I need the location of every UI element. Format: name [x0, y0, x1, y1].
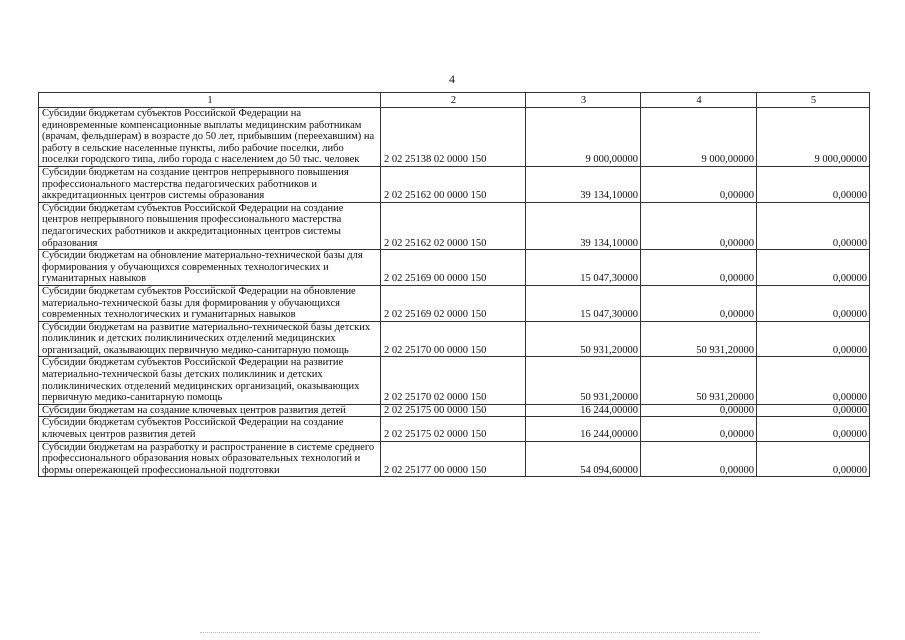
table-row	[39, 166, 870, 202]
amount-col4: 0,00000	[641, 441, 757, 477]
table-row	[39, 441, 870, 477]
budget-code: 2 02 25175 00 0000 150	[381, 404, 526, 417]
amount-col3: 39 134,10000	[526, 202, 641, 249]
amount-col3: 50 931,20000	[526, 357, 641, 404]
amount-col3: 9 000,00000	[526, 108, 641, 167]
row-description: Субсидии бюджетам на развитие материально-технической базы детских поликлиник и детских поликлинических отделений медицинских организаций, оказывающих первичную медико-санитарную помощь	[39, 321, 381, 357]
amount-col4: 50 931,20000	[641, 321, 757, 357]
table-row	[39, 321, 870, 357]
budget-code: 2 02 25169 02 0000 150	[381, 285, 526, 321]
row-description: Субсидии бюджетам на обновление материально-технической базы для формирования у обучающихся современных технологических и гуманитарных навыков	[39, 250, 381, 286]
amount-col4: 9 000,00000	[641, 108, 757, 167]
amount-col5: 0,00000	[757, 417, 870, 441]
page-number: 4	[449, 72, 455, 86]
budget-code: 2 02 25177 00 0000 150	[381, 441, 526, 477]
amount-col3: 15 047,30000	[526, 250, 641, 286]
amount-col3: 39 134,10000	[526, 166, 641, 202]
budget-code: 2 02 25169 00 0000 150	[381, 250, 526, 286]
column-header-5: 5	[757, 93, 870, 108]
amount-col5: 0,00000	[757, 250, 870, 286]
amount-col4: 0,00000	[641, 285, 757, 321]
table-row	[39, 250, 870, 286]
budget-code: 2 02 25138 02 0000 150	[381, 108, 526, 167]
amount-col4: 0,00000	[641, 166, 757, 202]
amount-col5: 0,00000	[757, 202, 870, 249]
amount-col5: 0,00000	[757, 166, 870, 202]
table-row	[39, 357, 870, 404]
table-row	[39, 108, 870, 167]
table-row	[39, 285, 870, 321]
column-header-3: 3	[526, 93, 641, 108]
amount-col5: 0,00000	[757, 441, 870, 477]
amount-col4: 0,00000	[641, 404, 757, 417]
amount-col4: 0,00000	[641, 202, 757, 249]
amount-col3: 16 244,00000	[526, 404, 641, 417]
budget-table	[38, 92, 870, 477]
amount-col3: 54 094,60000	[526, 441, 641, 477]
amount-col4: 0,00000	[641, 417, 757, 441]
amount-col5: 0,00000	[757, 321, 870, 357]
row-description: Субсидии бюджетам на создание центров непрерывного повышения профессионального мастерства педагогических работников и аккредитационных центров системы образования	[39, 166, 381, 202]
table-row	[39, 202, 870, 249]
column-header-4: 4	[641, 93, 757, 108]
amount-col3: 50 931,20000	[526, 321, 641, 357]
budget-code: 2 02 25170 02 0000 150	[381, 357, 526, 404]
table-row	[39, 417, 870, 441]
amount-col4: 50 931,20000	[641, 357, 757, 404]
budget-code: 2 02 25175 02 0000 150	[381, 417, 526, 441]
amount-col5: 0,00000	[757, 285, 870, 321]
header-row	[39, 93, 870, 108]
amount-col3: 15 047,30000	[526, 285, 641, 321]
column-header-2: 2	[381, 93, 526, 108]
row-description: Субсидии бюджетам субъектов Российской Федерации на единовременные компенсационные выплаты медицинским работникам (врачам, фельдшерам) в возрасте до 50 лет, прибывшим (переехавшим) на работу в сельские населенные пункты, либо рабочие поселки, либо поселки городского типа, либо города с населением до 50 тыс. человек	[39, 108, 381, 167]
amount-col5: 9 000,00000	[757, 108, 870, 167]
column-header-1: 1	[39, 93, 381, 108]
scan-artifact	[200, 632, 760, 635]
amount-col4: 0,00000	[641, 250, 757, 286]
row-description: Субсидии бюджетам субъектов Российской Федерации на обновление материально-технической базы для формирования у обучающихся современных технологических и гуманитарных навыков	[39, 285, 381, 321]
budget-code: 2 02 25162 00 0000 150	[381, 166, 526, 202]
table-row	[39, 404, 870, 417]
budget-code: 2 02 25170 00 0000 150	[381, 321, 526, 357]
amount-col5: 0,00000	[757, 404, 870, 417]
row-description: Субсидии бюджетам субъектов Российской Федерации на создание центров непрерывного повышения профессионального мастерства педагогических работников и аккредитационных центров системы образования	[39, 202, 381, 249]
row-description: Субсидии бюджетам на создание ключевых центров развития детей	[39, 404, 381, 417]
row-description: Субсидии бюджетам субъектов Российской Федерации на развитие материально-технической базы детских поликлиник и детских поликлинических отделений медицинских организаций, оказывающих первичную медико-санитарную помощь	[39, 357, 381, 404]
row-description: Субсидии бюджетам на разработку и распространение в системе среднего профессионального образования новых образовательных технологий и формы опережающей профессиональной подготовки	[39, 441, 381, 477]
amount-col3: 16 244,00000	[526, 417, 641, 441]
amount-col5: 0,00000	[757, 357, 870, 404]
budget-code: 2 02 25162 02 0000 150	[381, 202, 526, 249]
row-description: Субсидии бюджетам субъектов Российской Федерации на создание ключевых центров развития детей	[39, 417, 381, 441]
